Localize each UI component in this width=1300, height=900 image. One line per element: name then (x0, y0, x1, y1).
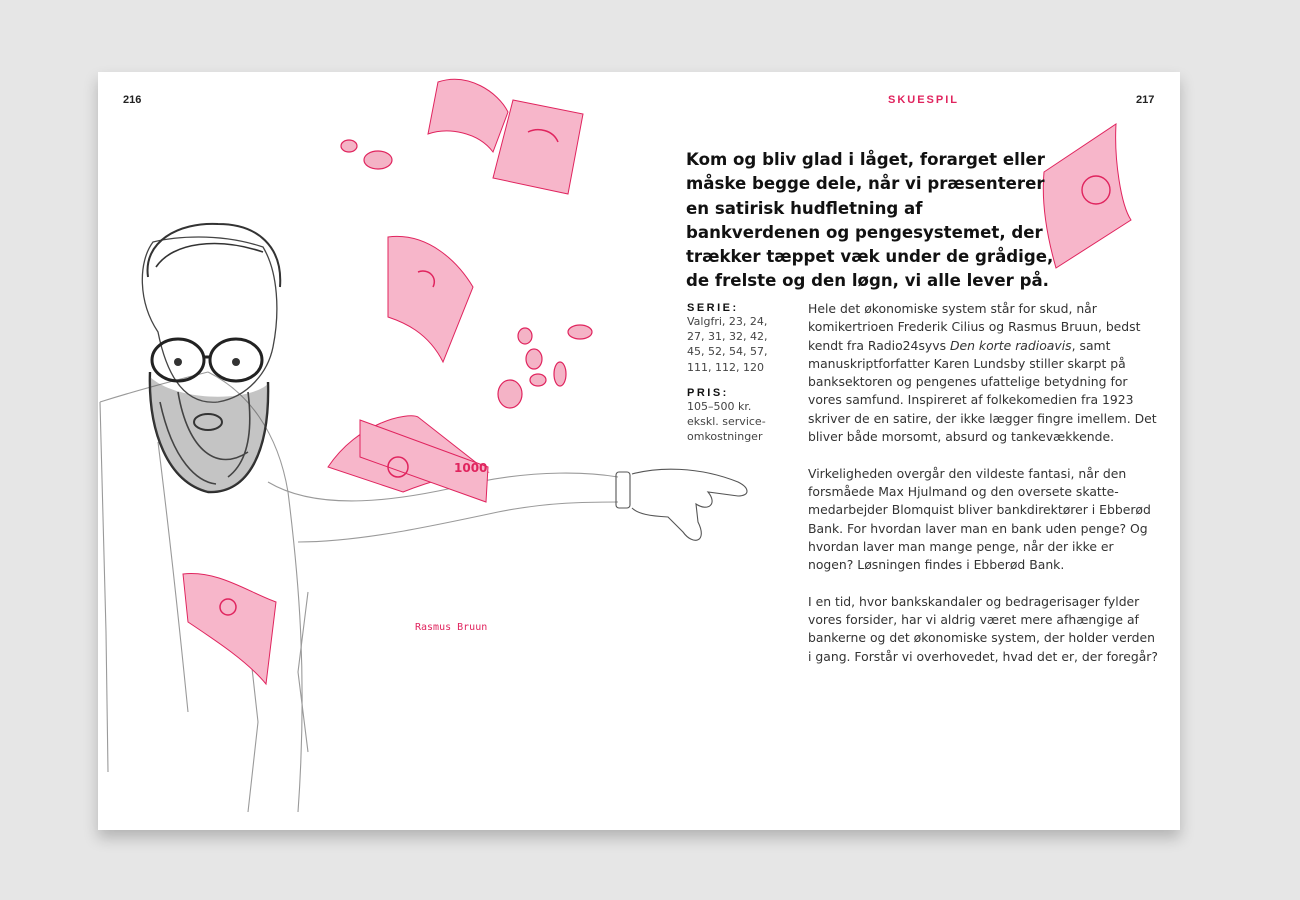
book-spread (98, 72, 1180, 830)
banknote-details (220, 130, 558, 615)
beard-shading (150, 377, 268, 492)
show-title: Den korte radioavis (949, 337, 1072, 353)
left-page-number: 216 (123, 94, 142, 106)
body-paragraph-3: I en tid, hvor bankskandaler og bedragerisager fylder vores forsider, har vi aldrig været mere afhængige af bankerne og det økonomiske system, der holder verden i gang. Forstår vi overhovedet, hvad det er, der foregår? (808, 593, 1158, 664)
pris-value: 105–500 kr. ekskl. service-omkostninger (687, 399, 766, 444)
right-page-number: 217 (1136, 94, 1155, 106)
body-paragraph-1: Hele det økonomiske system står for skud, når komikertrioen Frederik Cilius og Rasmus Bruun, bedst kendt fra Radio24syvs Den korte radioavis, samt manuskriptforfatter Karen Lundsby stiller skarpt på banksektoren og pengenes ufattelige betydning for vores samfund. Inspireret af folkekomedien fra 1923 skriver de en satire, der ikke lægger fingre imellem. Det bliver både morsomt, absurd og tankevækkende. (808, 301, 1157, 445)
pris-label: PRIS: (687, 386, 729, 399)
body-paragraph-2: Virkeligheden overgår den vildeste fantasi, når den forsmåede Max Hjulmand og den oversete skatte-medarbejder Blomquist bliver bankdirektører i Ebberød Bank. For hvordan laver man en bank uden penge? Og hvordan laver man mange penge, når der ikke er nogen? Løsningen findes i Ebberød Bank. (808, 465, 1151, 573)
section-label: SKUESPIL (888, 94, 960, 106)
meta-column (687, 302, 783, 456)
article-body (808, 300, 1158, 684)
serie-label: SERIE: (687, 302, 739, 314)
illustration-caption: Rasmus Bruun (415, 622, 488, 633)
serie-value: Valgfri, 23, 24, 27, 31, 32, 42, 45, 52, 54, 57, 111, 112, 120 (687, 315, 768, 374)
note-label: 1000 (454, 461, 488, 475)
intro-text: Kom og bliv glad i låget, forarget eller måske begge dele, når vi præsenterer en satirisk hudfletning af bankverdenen og pengesystemet, der trækker tæppet væk under de grådige, de frelste og den løgn, vi alle lever på. (686, 150, 1054, 291)
